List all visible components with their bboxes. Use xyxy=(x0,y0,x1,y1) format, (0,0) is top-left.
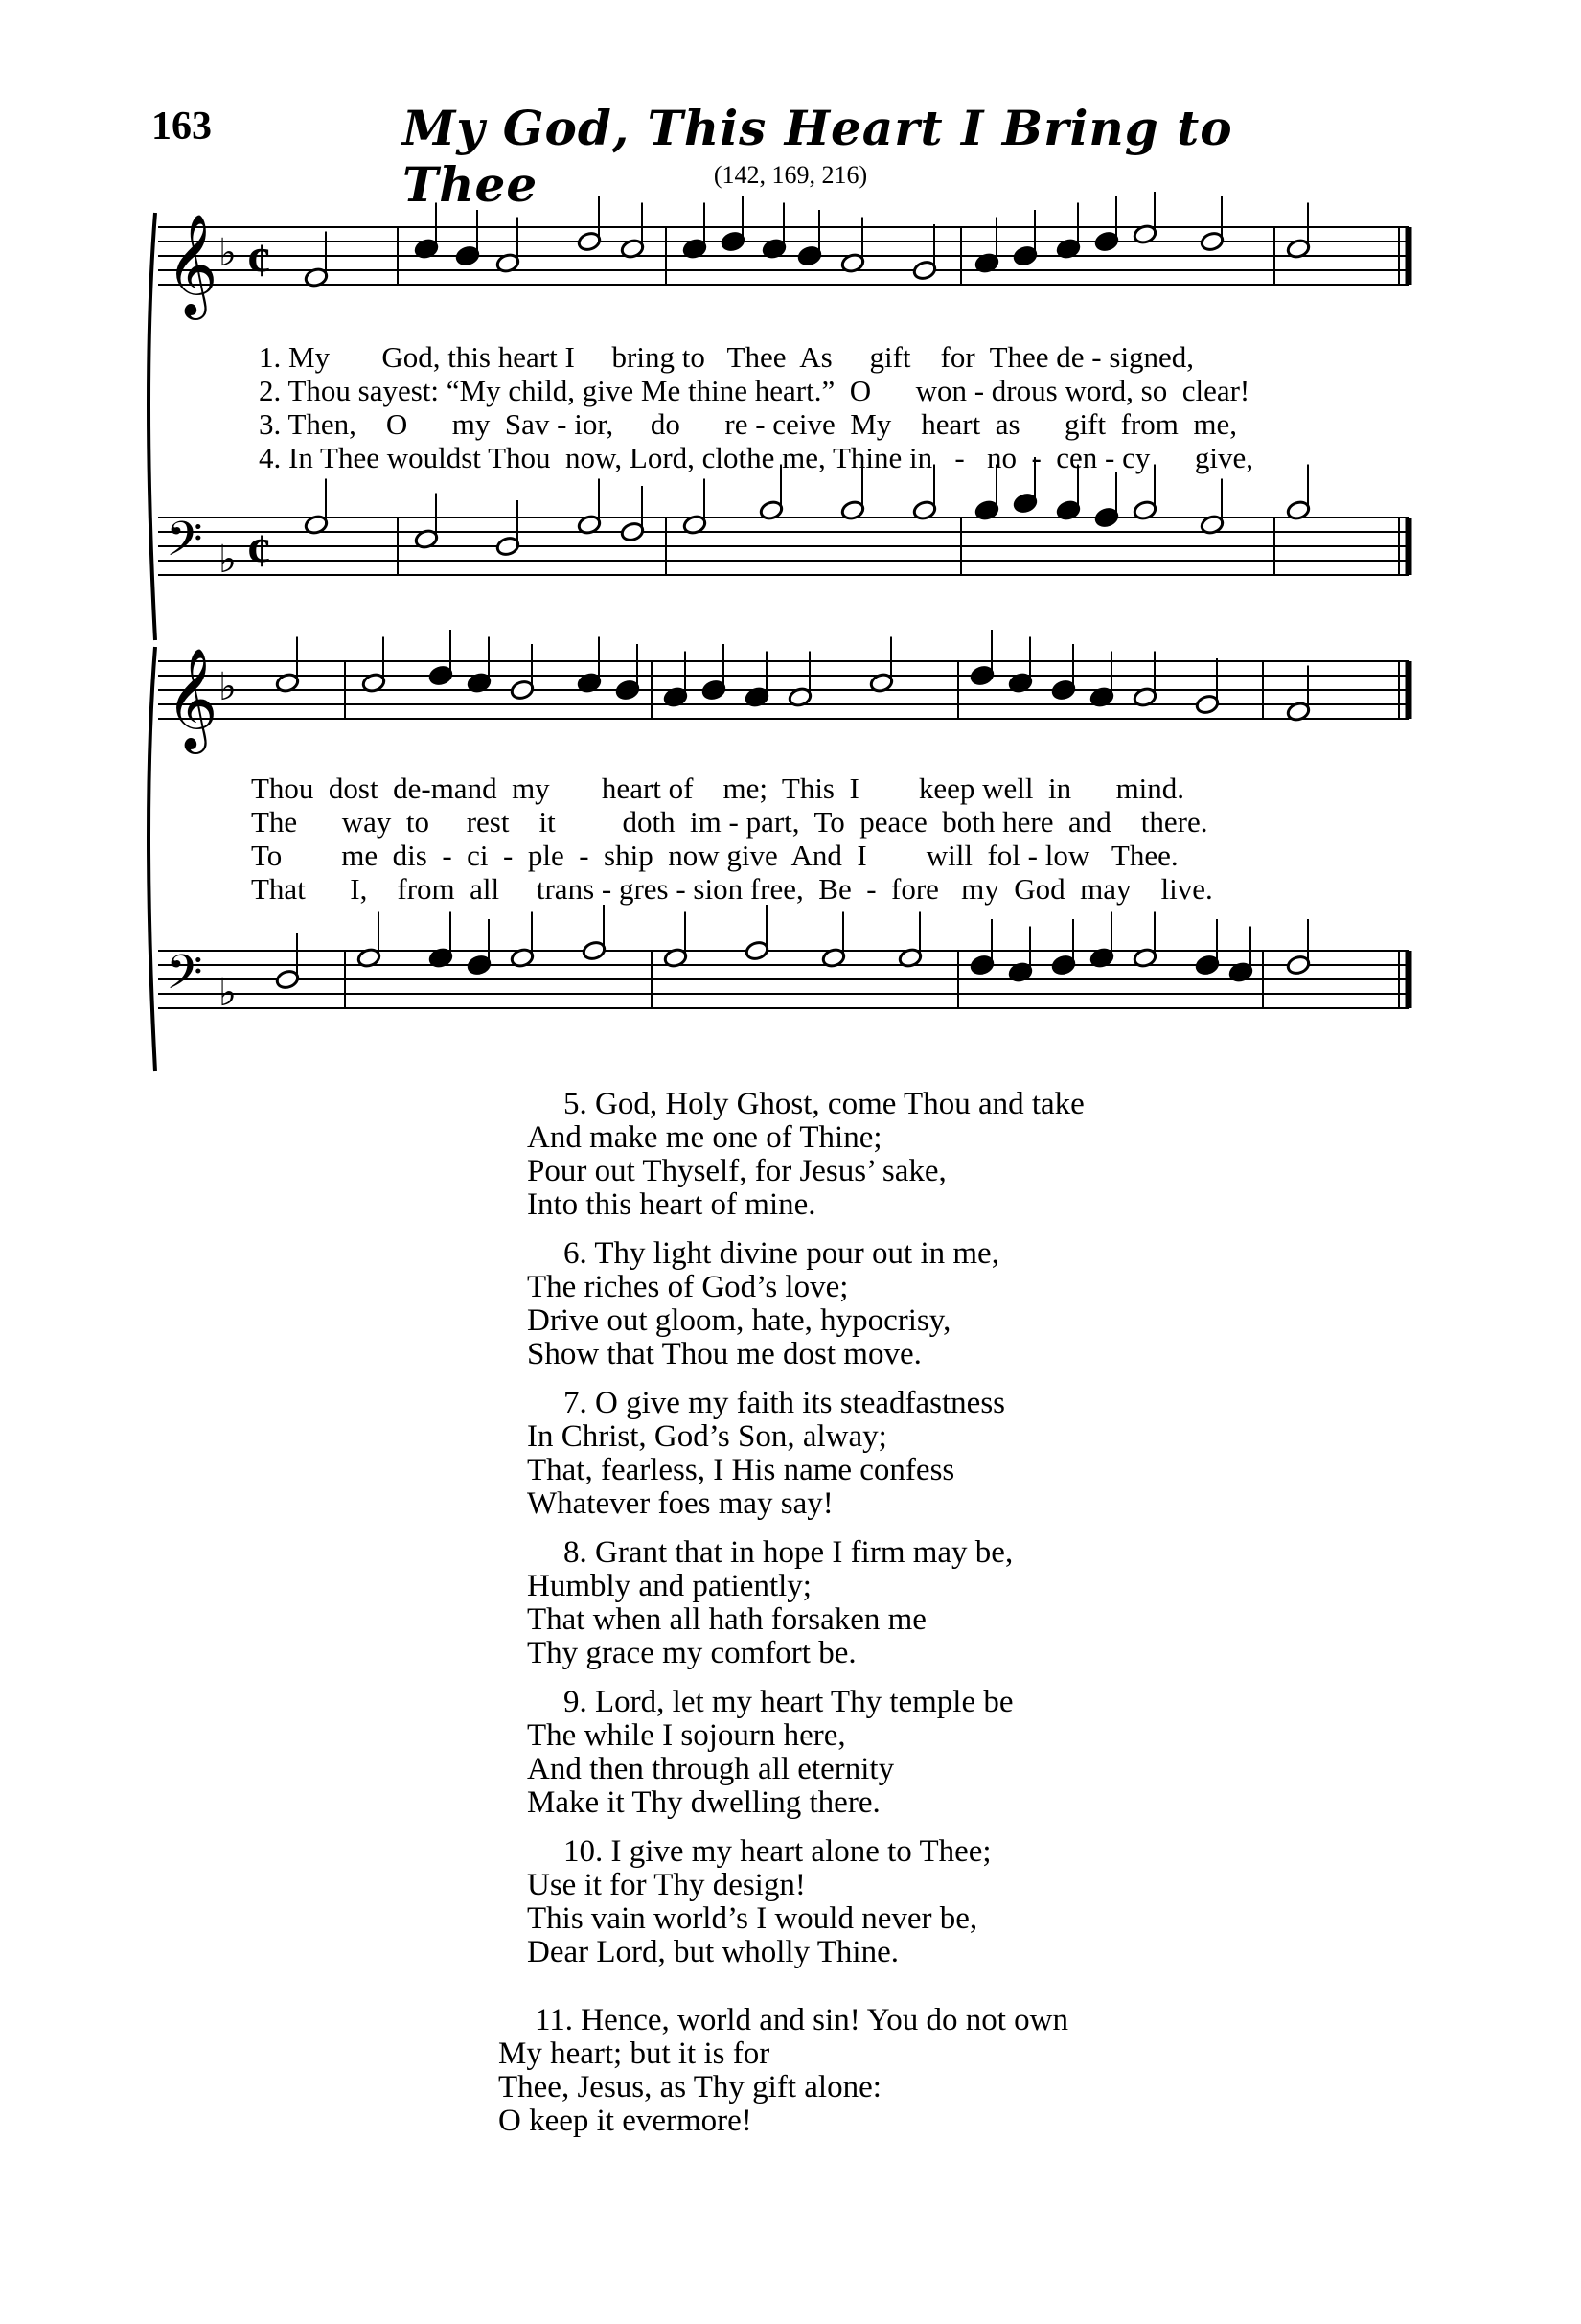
stanza-line: Pour out Thyself, for Jesus’ sake, xyxy=(527,1154,947,1188)
lyric-line-verse-1: 1. My God, this heart I bring to Thee As gift for Thee de - signed, xyxy=(259,340,1195,374)
stanza-line: 11. Hence, world and sin! You do not own xyxy=(535,2003,1068,2037)
stanza-line: Thee, Jesus, as Thy gift alone: xyxy=(498,2070,882,2105)
stanza-line: And make me one of Thine; xyxy=(527,1120,882,1155)
flat-icon: ♭ xyxy=(218,538,237,581)
stanza-5 xyxy=(527,1088,1485,1222)
stanza-line: 10. I give my heart alone to Thee; xyxy=(563,1834,992,1869)
lyric-line-verse-1: Thou dost de-mand my heart of me; This I keep well in mind. xyxy=(251,771,1185,805)
stanza-line: This vain world’s I would never be, xyxy=(527,1901,978,1936)
stanza-line: Show that Thou me dost move. xyxy=(527,1337,922,1371)
stanza-line: That when all hath forsaken me xyxy=(527,1602,927,1637)
stanza-line: Into this heart of mine. xyxy=(527,1187,816,1222)
treble-clef-icon: 𝄞 xyxy=(166,647,218,749)
bass-clef-icon: 𝄢 xyxy=(166,945,203,1012)
lyric-line-verse-2: The way to rest it doth im - part, To peace both here and there. xyxy=(251,805,1208,839)
stanza-8 xyxy=(527,1536,1485,1670)
lyric-line-verse-2: 2. Thou sayest: “My child, give Me thine heart.” O won - drous word, so clear! xyxy=(259,374,1250,407)
cut-time-icon: ¢ xyxy=(247,233,271,287)
stanza-line: 8. Grant that in hope I firm may be, xyxy=(563,1535,1014,1570)
stanza-line: 9. Lord, let my heart Thy temple be xyxy=(563,1685,1014,1719)
flat-icon: ♭ xyxy=(218,665,237,708)
stanza-7 xyxy=(527,1387,1485,1521)
treble-clef-icon: 𝄞 xyxy=(166,213,218,315)
stanza-line: O keep it evermore! xyxy=(498,2104,752,2138)
stanza-line: Humbly and patiently; xyxy=(527,1569,812,1603)
cut-time-icon: ¢ xyxy=(247,523,271,577)
stanza-line: 6. Thy light divine pour out in me, xyxy=(563,1236,999,1271)
stanza-9 xyxy=(527,1686,1485,1820)
lyric-line-verse-4: 4. In Thee wouldst Thou now, Lord, clothe me, Thine in - no - cen - cy give, xyxy=(259,441,1254,474)
stanza-line: And then through all eternity xyxy=(527,1752,895,1786)
bass-staff xyxy=(158,457,1409,581)
stanza-6 xyxy=(527,1237,1485,1371)
stanza-line: The riches of God’s love; xyxy=(527,1270,849,1304)
stanza-line: In Christ, God’s Son, alway; xyxy=(527,1419,887,1454)
stanza-line: That, fearless, I His name confess xyxy=(527,1453,955,1487)
stanza-line: Use it for Thy design! xyxy=(527,1868,806,1902)
system-brace xyxy=(149,647,155,1071)
stanza-line: My heart; but it is for xyxy=(498,2036,770,2071)
stanza-10 xyxy=(527,1835,1485,1969)
flat-icon: ♭ xyxy=(218,231,237,274)
stanza-line: Thy grace my comfort be. xyxy=(527,1636,857,1670)
hymn-number: 163 xyxy=(151,104,212,149)
stanza-line: Make it Thy dwelling there. xyxy=(527,1785,881,1820)
flat-icon: ♭ xyxy=(218,971,237,1014)
bass-staff xyxy=(158,905,1409,1014)
stanza-line: Dear Lord, but wholly Thine. xyxy=(527,1935,899,1969)
stanza-11 xyxy=(498,2004,1485,2138)
lyric-line-verse-3: To me dis - ci - ple - ship now give And I will fol - low Thee. xyxy=(251,839,1179,872)
system-brace xyxy=(149,213,155,640)
stanza-line: Drive out gloom, hate, hypocrisy, xyxy=(527,1303,951,1338)
lyric-line-verse-4: That I, from all trans - gres - sion free, Be - fore my God may live. xyxy=(251,872,1213,906)
lyric-line-verse-3: 3. Then, O my Sav - ior, do re - ceive My heart as gift from me, xyxy=(259,407,1237,441)
tune-references: (142, 169, 216) xyxy=(713,161,868,189)
stanza-line: 7. O give my faith its steadfastness xyxy=(563,1386,1006,1420)
stanza-line: 5. God, Holy Ghost, come Thou and take xyxy=(563,1087,1085,1121)
stanza-line: The while I sojourn here, xyxy=(527,1718,846,1753)
additional-stanzas xyxy=(498,1087,1485,2153)
bass-clef-icon: 𝄢 xyxy=(166,512,203,579)
stanza-line: Whatever foes may say! xyxy=(527,1486,834,1521)
hymn-title: My God, This Heart I Bring to Thee xyxy=(402,100,1233,213)
